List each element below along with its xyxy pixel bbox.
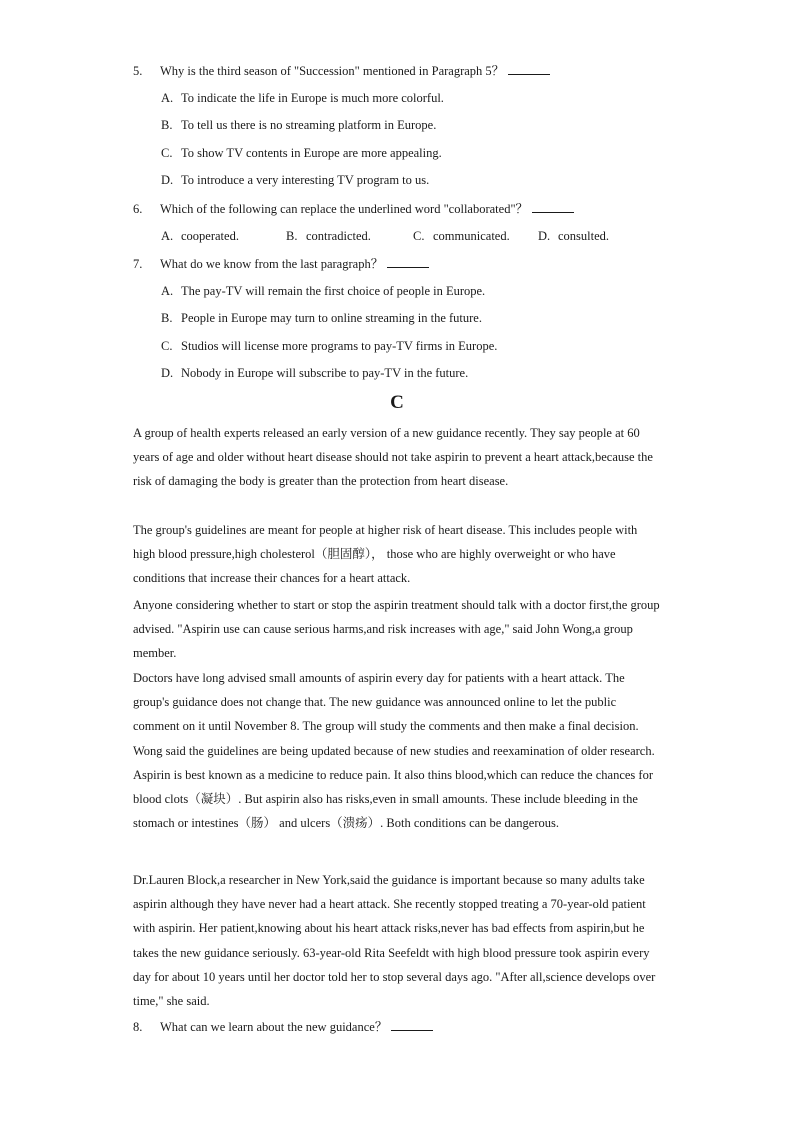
question-number: 8.: [133, 1020, 143, 1034]
option-5a: [161, 90, 444, 106]
question-8: [133, 1018, 433, 1035]
answer-blank[interactable]: [508, 62, 550, 75]
question-number: 7.: [133, 257, 143, 271]
passage-paragraph-2: The group's guidelines are meant for people at higher risk of heart disease. This includes people with high blood pressure,high cholesterol（胆固醇）， those who are highly overweight or who have conditions that increase their chances for a heart attack.: [133, 523, 638, 586]
option-text: To show TV contents in Europe are more appealing.: [181, 146, 442, 160]
option-5c: [161, 145, 442, 161]
option-letter: B.: [161, 118, 173, 132]
option-letter: D.: [161, 366, 174, 380]
option-text: contradicted.: [306, 229, 371, 243]
option-7b: [161, 310, 482, 326]
answer-blank[interactable]: [532, 200, 574, 213]
option-text: To indicate the life in Europe is much more colorful.: [181, 91, 444, 105]
answer-blank[interactable]: [387, 255, 429, 268]
question-7: [133, 255, 429, 272]
passage-paragraph-3: Anyone considering whether to start or stop the aspirin treatment should talk with a doctor first,the group advised. "Aspirin use can cause serious harms,and risk increases with age," said John Wong,a group member.: [133, 598, 660, 661]
question-text: What do we know from the last paragraph？: [160, 257, 384, 271]
option-letter: B.: [161, 311, 173, 325]
option-letter: A.: [161, 91, 174, 105]
option-7d: [161, 365, 468, 381]
passage-paragraph-5: Dr.Lauren Block,a researcher in New York,said the guidance is important because so many adults take aspirin although they have never had a heart attack. She recently stopped treating a 70-year-old patient with aspirin. Her patient,knowing about his heart attack risks,never has bad effects from aspirin,but he takes the new guidance seriously. 63-year-old Rita Seefeldt with high blood pressure took aspirin every day for about 10 years until her doctor told her to stop several days ago. "After all,science develops over time," she said.: [133, 873, 656, 1009]
option-6a: [161, 228, 239, 244]
question-5: [133, 62, 550, 79]
option-text: To tell us there is no streaming platform in Europe.: [181, 118, 437, 132]
section-heading: C: [390, 392, 404, 413]
option-text: consulted.: [558, 229, 610, 243]
option-6c: [413, 228, 510, 244]
option-text: Nobody in Europe will subscribe to pay-TV in the future.: [181, 366, 469, 380]
option-text: The pay-TV will remain the first choice of people in Europe.: [181, 284, 486, 298]
option-7c: [161, 338, 497, 354]
passage-paragraph-4: Doctors have long advised small amounts of aspirin every day for patients with a heart attack. The group's guidance does not change that. The new guidance was announced online to let the public comment on it until November 8. The group will study the comments and then make a final decision. Wong said the guidelines are being updated because of new studies and reexamination of older research. Aspirin is best known as a medicine to reduce pain. It also thins blood,which can reduce the chances for blood clots（凝块）. But aspirin also has risks,even in small amounts. These include bleeding in the stomach or intestines（肠） and ulcers（溃疡）. Both conditions can be dangerous.: [133, 671, 655, 831]
question-number: 6.: [133, 202, 143, 216]
answer-blank[interactable]: [391, 1018, 433, 1031]
option-text: cooperated.: [181, 229, 239, 243]
option-letter: C.: [161, 146, 173, 160]
question-text: What can we learn about the new guidance？: [160, 1020, 388, 1034]
option-letter: A.: [161, 229, 174, 243]
option-text: People in Europe may turn to online streaming in the future.: [181, 311, 482, 325]
option-text: communicated.: [433, 229, 510, 243]
passage-paragraph-1: A group of health experts released an early version of a new guidance recently. They say people at 60 years of age and older without heart disease should not take aspirin to prevent a heart attack,because the risk of damaging the body is greater than the protection from heart disease.: [133, 426, 653, 489]
option-letter: C.: [161, 339, 173, 353]
option-7a: [161, 283, 485, 299]
question-number: 5.: [133, 64, 143, 78]
option-letter: D.: [538, 229, 551, 243]
question-text: Why is the third season of "Succession" mentioned in Paragraph 5？: [160, 64, 505, 78]
option-letter: D.: [161, 173, 174, 187]
option-letter: C.: [413, 229, 425, 243]
option-6d: [538, 228, 609, 244]
question-text: Which of the following can replace the underlined word "collaborated"？: [160, 202, 529, 216]
option-text: To introduce a very interesting TV program to us.: [181, 173, 430, 187]
option-5b: [161, 117, 436, 133]
option-5d: [161, 172, 429, 188]
question-6: [133, 200, 574, 217]
option-6b: [286, 228, 371, 244]
option-letter: B.: [286, 229, 298, 243]
option-letter: A.: [161, 284, 174, 298]
option-text: Studios will license more programs to pay-TV firms in Europe.: [181, 339, 498, 353]
